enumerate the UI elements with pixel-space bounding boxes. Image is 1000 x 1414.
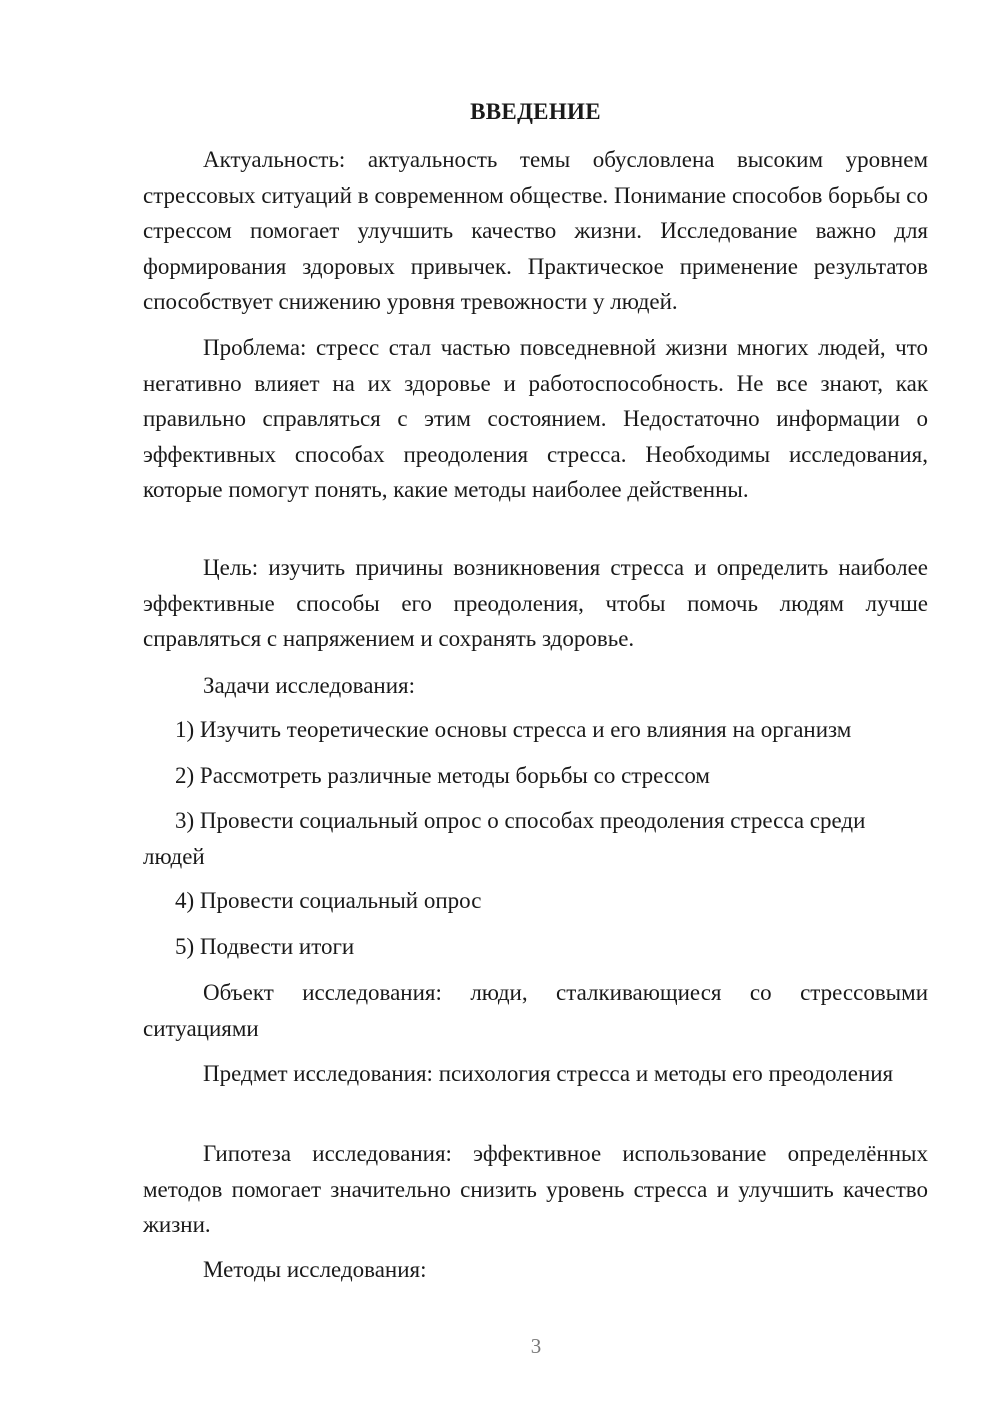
task-item: 4) Провести социальный опрос <box>175 888 482 913</box>
page-number: 3 <box>530 1334 542 1358</box>
goal-paragraph: Цель: изучить причины возникновения стресса и определить наиболее эффективные способы его преодоления, чтобы помочь людям лучше справляться с напряжением и сохранять здоровье. <box>143 555 928 651</box>
task-item: 1) Изучить теоретические основы стресса и его влияния на организм <box>175 717 852 742</box>
hypothesis-paragraph: Гипотеза исследования: эффективное использование определённых методов помогает значительно снизить уровень стресса и улучшить качество жизни. <box>143 1141 928 1237</box>
section-heading: ВВЕДЕНИЕ <box>470 99 601 124</box>
problem-paragraph: Проблема: стресс стал частью повседневной жизни многих людей, что негативно влияет на их здоровье и работоспособность. Не все знают, как правильно справляться с этим состоянием. Недостаточно информации о эффективных способах преодоления стресса. Необходимы исследования, которые помогут понять, какие методы наиболее действенны. <box>143 335 928 502</box>
task-item: 5) Подвести итоги <box>175 934 355 959</box>
task-item: 3) Провести социальный опрос о способах преодоления стресса среди людей <box>143 808 866 869</box>
task-item: 2) Рассмотреть различные методы борьбы со стрессом <box>175 763 710 788</box>
methods-heading: Методы исследования: <box>203 1257 427 1282</box>
object-paragraph: Объект исследования: люди, сталкивающиеся со стрессовыми ситуациями <box>143 980 928 1041</box>
tasks-heading: Задачи исследования: <box>203 673 416 698</box>
subject-paragraph: Предмет исследования: психология стресса и методы его преодоления <box>203 1061 894 1086</box>
relevance-paragraph: Актуальность: актуальность темы обусловлена высоким уровнем стрессовых ситуаций в современном обществе. Понимание способов борьбы со стрессом помогает улучшить качество жизни. Исследование важно для формирования здоровых привычек. Практическое применение результатов способствует снижению уровня тревожности у людей. <box>143 147 928 314</box>
